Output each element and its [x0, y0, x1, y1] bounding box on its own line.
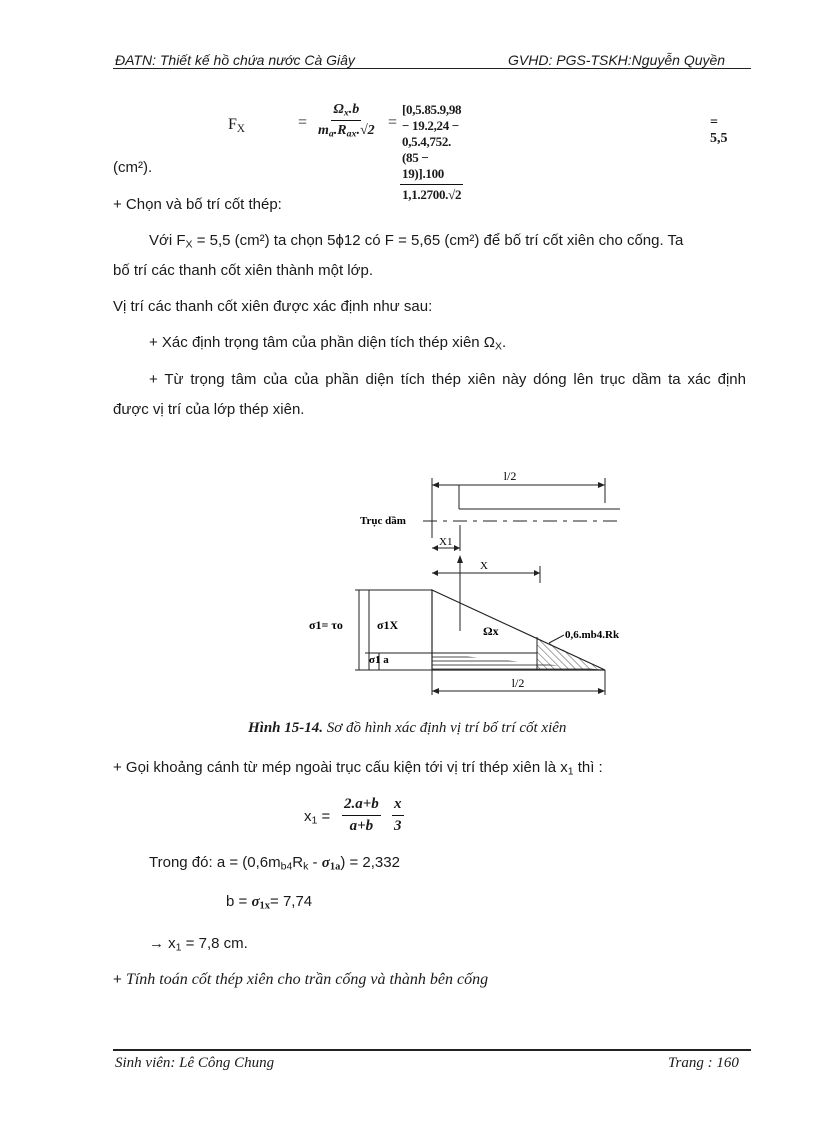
projection-arrow: [457, 555, 463, 563]
label-x1: X1: [439, 536, 453, 548]
x1-arrow-left: [432, 545, 438, 551]
unit-line: (cm²).: [113, 159, 153, 176]
footer-right: Trang : 160: [668, 1055, 739, 1071]
bottom-dim-label: l/2: [511, 676, 525, 690]
fx-result: = 5,5: [710, 115, 728, 146]
figure-caption: Hình 15-14. Sơ đồ hình xác định vị trí bố trí cốt xiên: [248, 720, 567, 736]
para3: + Gọi khoảng cánh từ mép ngoài trục cấu kiện tới vị trí thép xiên là $x_1$ thì :: [113, 759, 603, 778]
label-truc-dam: Trục dầm: [360, 515, 406, 527]
label-stress: 0,6.mb4.Rk: [565, 629, 620, 641]
x-arrow-right: [534, 570, 540, 576]
para1-line1: Với $F_X = 5,5$ (cm²) ta chọn 5ϕ12 có F = 5,65 (cm²) để bố trí cốt xiên cho cống. Ta: [149, 232, 684, 251]
last-line: + Tính toán cốt thép xiên cho trần cống và thành bên cống: [113, 971, 489, 988]
stress-leader: [549, 635, 564, 643]
top-dim-arrow-right: [598, 482, 605, 488]
label-omega: Ωx: [483, 624, 499, 638]
where-b: $b = \sigma_{1x}= 7,74$: [226, 893, 313, 912]
label-x: X: [480, 560, 488, 572]
bullet2-line2: được vị trí của lớp thép xiên.: [113, 401, 305, 418]
header-divider: [113, 68, 751, 69]
fx-eq1: =: [298, 114, 308, 131]
x1-frac1: $\frac{2.a+b}{a+b}$: [344, 796, 379, 834]
figure-diagram: [309, 463, 625, 703]
choose-heading: + Chọn và bố trí cốt thép:: [113, 196, 282, 213]
label-sigma1: σ1= τo: [309, 618, 343, 632]
para1-line2: bố trí các thanh cốt xiên thành một lớp.: [113, 262, 373, 279]
top-dim-label: l/2: [503, 469, 517, 483]
label-sigma1x: σ1X: [377, 618, 399, 632]
where-a: Trong đó: $a = (0,6m_{b4}R_k - \sigma_{1a}) = 2,332$: [149, 854, 400, 873]
result-x1: → $x_1 = 7,8$ cm.: [149, 935, 248, 954]
x1-frac2: $\frac{x}{3}$: [394, 796, 402, 834]
label-sigma1a: σ1 a: [369, 654, 389, 666]
bottom-dim-arrow-left: [432, 688, 439, 694]
fx-frac1: $\Omega_x.b$ $m_a.R_{ax}.√2$: [318, 102, 375, 140]
footer-left: Sinh viên: Lê Công Chung: [115, 1055, 275, 1071]
x-arrow-left: [432, 570, 438, 576]
bottom-dim-arrow-right: [598, 688, 605, 694]
fx-eq2: =: [388, 114, 398, 131]
top-dim-arrow-left: [432, 482, 439, 488]
bullet2-line1: + Từ trọng tâm của của phần diện tích thép xiên này dóng lên trục dầm ta xác định: [149, 371, 746, 388]
footer-divider: [113, 1049, 751, 1051]
fx-lhs: $F_X$: [228, 116, 245, 135]
fx-frac2: $\frac{[0,5.85.9,98 - 19.2,24 - 0,5.4,752.(85 - 19)].100}{1,1.2700.√2}$: [402, 102, 462, 202]
header-right: GVHD: PGS-TSKH:Nguyễn Quyền: [508, 52, 726, 68]
bullet1: + Xác định trọng tâm của phần diện tích thép xiên $\Omega_X$.: [149, 334, 507, 353]
para2: Vị trí các thanh cốt xiên được xác định như sau:: [113, 298, 433, 315]
x1-arrow-right: [454, 545, 460, 551]
header-left: ĐATN: Thiết kế hồ chứa nước Cà Giây: [115, 52, 355, 68]
